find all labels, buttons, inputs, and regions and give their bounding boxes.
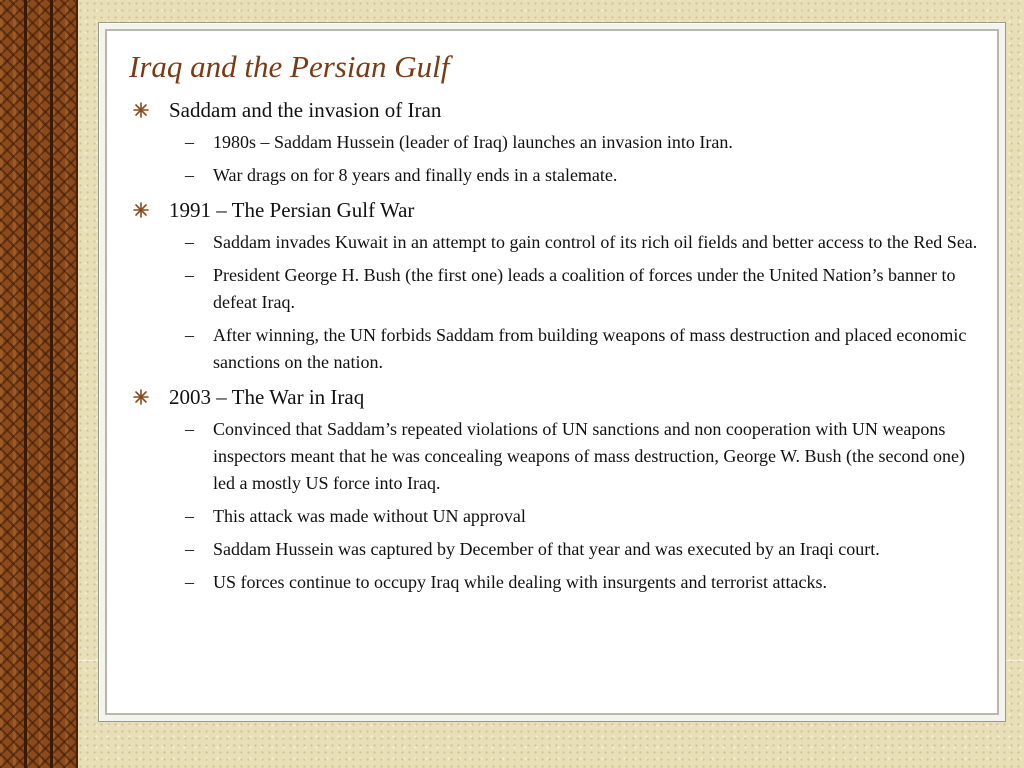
- bullet-heading: [129, 97, 989, 123]
- slide-panel: [105, 29, 999, 715]
- sub-bullet-text: This attack was made without UN approval: [213, 506, 526, 526]
- sub-bullet-text: Saddam Hussein was captured by December of that year and was executed by an Iraqi court.: [213, 539, 880, 559]
- dash-marker: –: [185, 265, 194, 285]
- bullet-heading-text: 1991 – The Persian Gulf War: [169, 198, 415, 222]
- sub-bullet-list: [129, 129, 989, 189]
- sub-bullet: [129, 229, 989, 256]
- sub-bullet-text: Convinced that Saddam’s repeated violations of UN sanctions and non cooperation with UN weapons inspectors meant that he was concealing weapons of mass destruction, George W. Bush (the second one) led a mostly US force into Iraq.: [213, 419, 965, 493]
- slide-title: Iraq and the Persian Gulf: [129, 49, 450, 84]
- dash-marker: –: [185, 232, 194, 252]
- border-groove: [50, 0, 53, 768]
- dash-marker: –: [185, 539, 194, 559]
- bullet-heading-text: 2003 – The War in Iraq: [169, 385, 365, 409]
- bullet-heading-text: Saddam and the invasion of Iran: [169, 98, 442, 122]
- sub-bullet: [129, 569, 989, 596]
- dash-marker: –: [185, 506, 194, 526]
- dash-marker: –: [185, 572, 194, 592]
- sub-bullet: [129, 416, 989, 497]
- decorative-side-border: [0, 0, 78, 768]
- sub-bullet: [129, 262, 989, 316]
- sub-bullet-text: President George H. Bush (the first one) leads a coalition of forces under the United Nation’s banner to defeat Iraq.: [213, 265, 956, 312]
- slide-content: [129, 97, 989, 604]
- sub-bullet-text: War drags on for 8 years and finally ends in a stalemate.: [213, 165, 618, 185]
- bullet-heading: [129, 197, 989, 223]
- sub-bullet-text: 1980s – Saddam Hussein (leader of Iraq) launches an invasion into Iran.: [213, 132, 733, 152]
- star-burst-icon: [133, 202, 149, 218]
- border-groove: [24, 0, 27, 768]
- sub-bullet-text: After winning, the UN forbids Saddam from building weapons of mass destruction and placed economic sanctions on the nation.: [213, 325, 967, 372]
- sub-bullet: [129, 536, 989, 563]
- sub-bullet: [129, 162, 989, 189]
- star-burst-icon: [133, 389, 149, 405]
- bullet-heading: [129, 384, 989, 410]
- dash-marker: –: [185, 132, 194, 152]
- dash-marker: –: [185, 325, 194, 345]
- sub-bullet: [129, 322, 989, 376]
- dash-marker: –: [185, 165, 194, 185]
- star-burst-icon: [133, 102, 149, 118]
- slide-frame: [98, 22, 1006, 722]
- sub-bullet-list: [129, 416, 989, 596]
- dash-marker: –: [185, 419, 194, 439]
- sub-bullet: [129, 503, 989, 530]
- sub-bullet: [129, 129, 989, 156]
- sub-bullet-list: [129, 229, 989, 376]
- sub-bullet-text: US forces continue to occupy Iraq while dealing with insurgents and terrorist attacks.: [213, 572, 828, 592]
- sub-bullet-text: Saddam invades Kuwait in an attempt to gain control of its rich oil fields and better access to the Red Sea.: [213, 232, 978, 252]
